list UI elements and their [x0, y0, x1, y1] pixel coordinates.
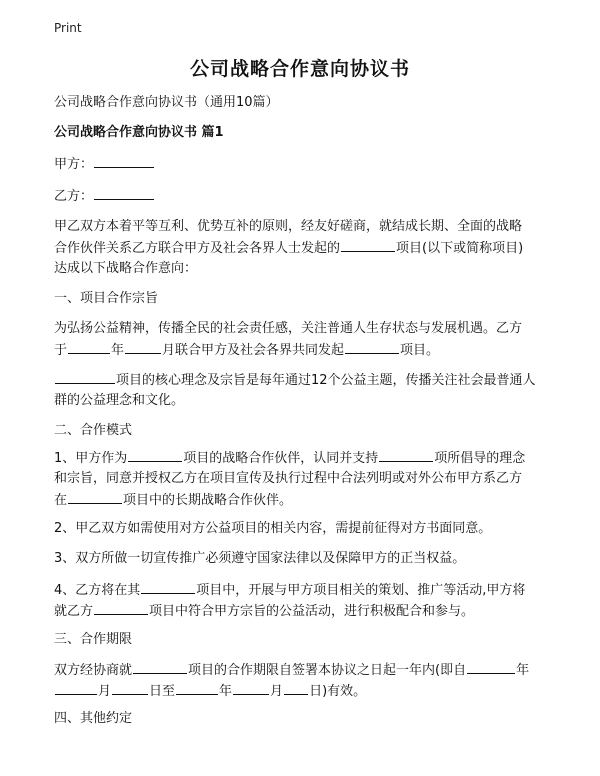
party-b-blank — [94, 185, 154, 200]
s2-i1-line-3 — [54, 489, 554, 512]
s3-text: 双方经协商就 — [54, 663, 133, 678]
s3-text: 日)有效。 — [309, 684, 367, 699]
day-blank — [112, 680, 148, 695]
document-subtitle: 公司战略合作意向协议书（通用10篇） — [54, 95, 279, 110]
party-a-line — [54, 153, 554, 176]
month-blank — [55, 680, 97, 695]
intro-line-2 — [54, 237, 554, 260]
year-blank — [176, 680, 218, 695]
section-heading: 公司战略合作意向协议书 篇1 — [54, 125, 224, 140]
s1-text: 于 — [54, 343, 68, 358]
party-a-blank — [94, 153, 154, 168]
project-blank — [133, 659, 187, 674]
s1-text: 项目的核心理念及宗旨是每年通过12个公益主题，传播关注社会最普通人 — [116, 373, 536, 388]
intro-line-1: 甲乙双方本着平等互利、优势互补的原则，经友好磋商，就结成长期、全面的战略 — [54, 219, 523, 234]
month-blank — [125, 339, 161, 354]
s3-line-2 — [54, 680, 554, 703]
section-1-title: 一、项目合作宗旨 — [54, 291, 159, 306]
section-3-title: 三、合作期限 — [54, 632, 133, 647]
year-blank — [68, 339, 110, 354]
project-blank — [94, 600, 148, 615]
s2-i1-line-1 — [54, 447, 554, 470]
s3-text: 年 — [516, 663, 530, 678]
s2-text: 就乙方 — [54, 604, 94, 619]
s1-p1-line-2 — [54, 339, 554, 362]
intro-line-3: 达成以下战略合作意向： — [54, 261, 198, 276]
s3-text: 年 — [219, 684, 233, 699]
print-link[interactable]: Print — [54, 21, 82, 35]
project-blank — [345, 339, 399, 354]
s1-text: 项目。 — [400, 343, 440, 358]
project-blank — [128, 447, 182, 462]
s2-text: 1、甲方作为 — [54, 451, 128, 466]
section-4-title: 四、其他约定 — [54, 711, 133, 726]
s3-text: 日至 — [149, 684, 176, 699]
s1-p2-line-2: 群的公益理念和文化。 — [54, 393, 185, 408]
s2-text: 项目中，开展与甲方项目相关的策划、推广等活动,甲方将 — [196, 583, 526, 598]
s3-text: 月 — [98, 684, 112, 699]
s3-line-1 — [54, 659, 554, 682]
project-blank — [341, 237, 395, 252]
s2-text: 在 — [54, 493, 68, 508]
project-blank — [141, 579, 195, 594]
project-blank — [55, 369, 115, 384]
party-b-label: 乙方： — [54, 189, 94, 204]
day-blank — [284, 680, 308, 695]
party-b-line — [54, 185, 554, 208]
s1-p1-line-1: 为弘扬公益精神，传播全民的社会责任感，关注普通人生存状态与发展机遇。乙方 — [54, 321, 523, 336]
project-blank — [379, 447, 433, 462]
s1-text: 年 — [111, 343, 125, 358]
s2-i3: 3、双方所做一切宣传推广必须遵守国家法律以及保障甲方的正当权益。 — [54, 551, 466, 566]
year-blank — [467, 659, 515, 674]
month-blank — [233, 680, 269, 695]
s2-text: 4、乙方将在其 — [54, 583, 141, 598]
s2-i1-line-2: 和宗旨，同意并授权乙方在项目宣传及执行过程中合法列明或对外公布甲方系乙方 — [54, 471, 523, 486]
s1-text: 月联合甲方及社会各界共同发起 — [162, 343, 345, 358]
s2-text: 项目的战略合作伙伴，认同并支持 — [183, 451, 379, 466]
s2-i4-line-1 — [54, 579, 554, 602]
project-blank — [68, 489, 122, 504]
party-a-label: 甲方： — [54, 157, 94, 172]
intro-text: 项目(以下或简称项目) — [396, 241, 524, 256]
intro-text: 合作伙伴关系乙方联合甲方及社会各界人士发起的 — [54, 241, 341, 256]
s2-i2: 2、甲乙双方如需使用对方公益项目的相关内容，需提前征得对方书面同意。 — [54, 521, 492, 536]
s2-i4-line-2 — [54, 600, 554, 623]
s2-text: 项所倡导的理念 — [434, 451, 526, 466]
document-title: 公司战略合作意向协议书 — [189, 58, 410, 80]
s3-text: 项目的合作期限自签署本协议之日起一年内(即自 — [188, 663, 467, 678]
s2-text: 项目中符合甲方宗旨的公益活动，进行积极配合和参与。 — [149, 604, 475, 619]
s1-p2-line-1 — [54, 369, 554, 392]
s2-text: 项目中的长期战略合作伙伴。 — [123, 493, 293, 508]
s3-text: 月 — [270, 684, 284, 699]
section-2-title: 二、合作模式 — [54, 423, 133, 438]
